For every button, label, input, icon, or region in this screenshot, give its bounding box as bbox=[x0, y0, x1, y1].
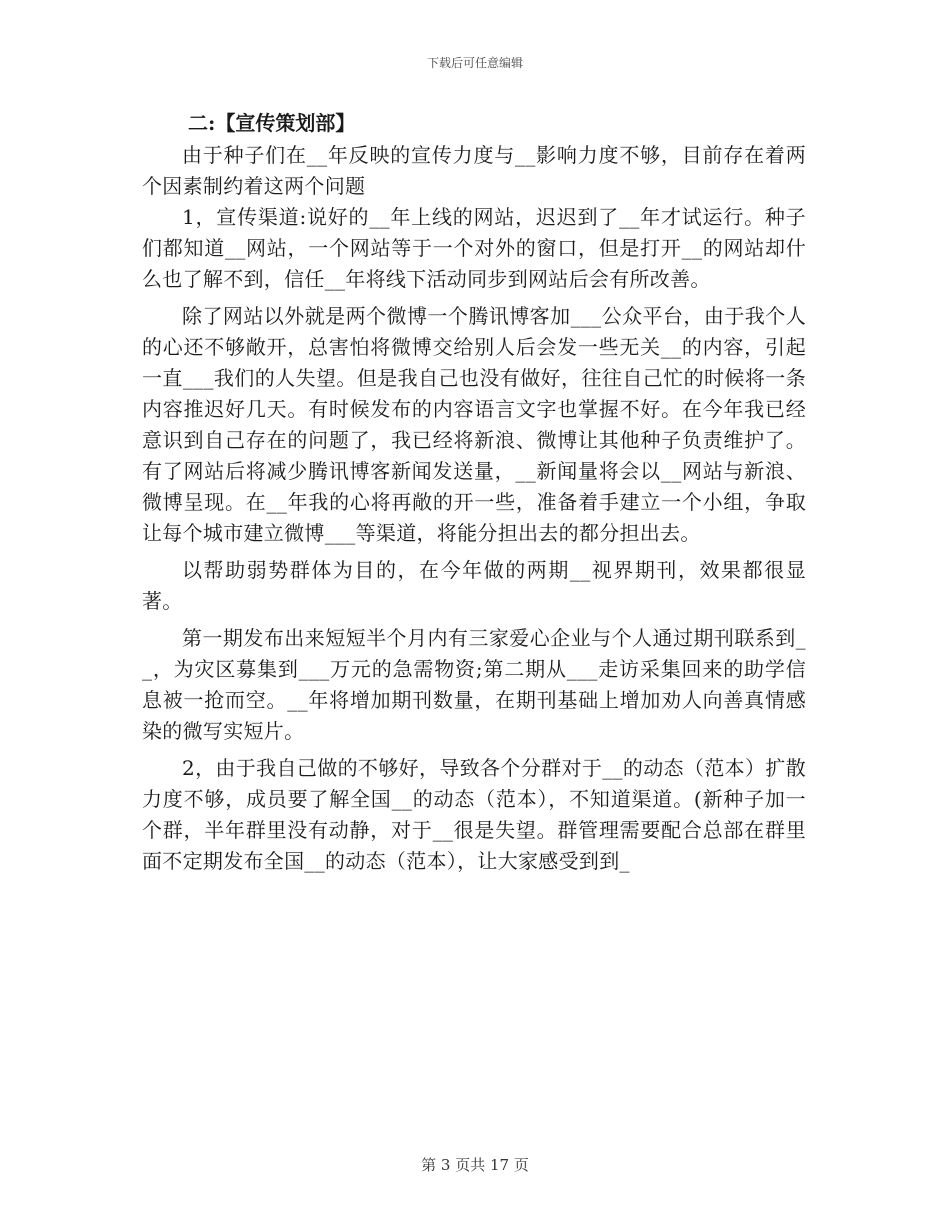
paragraph-periodical: 以帮助弱势群体为目的，在今年做的两期__视界期刊，效果都很显著。 bbox=[142, 558, 806, 613]
document-body bbox=[142, 106, 806, 877]
paragraph-weibo: 除了网站以外就是两个微博一个腾讯博客加___公众平台，由于我个人的心还不够敞开，总害怕将微博交给别人后会发一些无关__的内容，引起一直___我们的人失望。但是我自己也没有做好，往往自己忙的时候将一条内容推迟好几天。有时候发布的内容语言文字也掌握不好。在今年我已经意识到自己存在的问题了，我已经将新浪、微博让其他种子负责维护了。有了网站后将减少腾讯博客新闻发送量，__新闻量将会以__网站与新浪、微博呈现。在__年我的心将再敞的开一些，准备着手建立一个小组，争取让每个城市建立微博___等渠道，将能分担出去的都分担出去。 bbox=[142, 304, 806, 545]
section-title: 二:【宣传策划部】 bbox=[188, 111, 356, 135]
paragraph-groups: 2，由于我自己做的不够好，导致各个分群对于__的动态（范本）扩散力度不够，成员要了解全国__的动态（范本），不知道渠道。(新种子加一个群，半年群里没有动静，对于__很是失望。群管理需要配合总部在群里面不定期发布全国__的动态（范本），让大家感受到到_ bbox=[142, 756, 806, 873]
page-number: 第 3 页共 17 页 bbox=[421, 1156, 529, 1174]
paragraph-intro: 由于种子们在__年反映的宣传力度与__影响力度不够，目前存在着两个因素制约着这两个问题 bbox=[142, 143, 806, 198]
paragraph-channel-website: 1，宣传渠道:说好的__年上线的网站，迟迟到了__年才试运行。种子们都知道__网站，一个网站等于一个对外的窗口，但是打开__的网站却什么也了解不到，信任__年将线下活动同步到网站后会有所改善。 bbox=[142, 205, 806, 291]
page-header-note: 下载后可任意编辑 bbox=[426, 56, 523, 70]
paragraph-first-issue: 第一期发布出来短短半个月内有三家爱心企业与个人通过期刊联系到__，为灾区募集到___万元的急需物资;第二期从___走访采集回来的助学信息被一抢而空。__年将增加期刊数量，在期刊基础上增加劝人向善真情感染的微写实短片。 bbox=[142, 626, 806, 743]
